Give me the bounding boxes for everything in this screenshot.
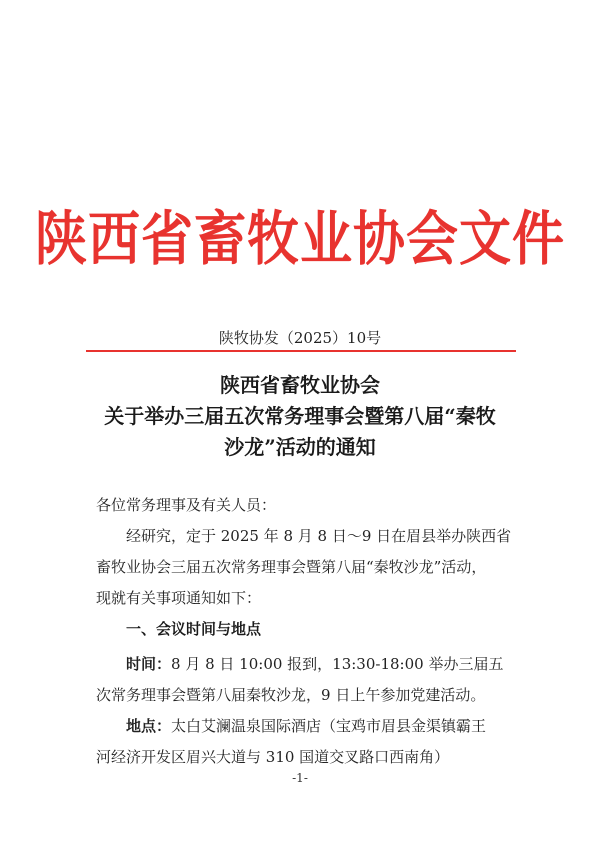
intro-line-3: 现就有关事项通知如下：: [96, 589, 262, 607]
place-line-1: [96, 711, 516, 742]
masthead-title: 陕西省畜牧业协会文件: [34, 205, 565, 274]
page-number: -1-: [292, 771, 308, 785]
place-text-1: 太白艾澜温泉国际酒店（宝鸡市眉县金渠镇霸王: [171, 717, 487, 735]
place-label: 地点：: [126, 717, 172, 735]
intro-paragraph: [96, 521, 516, 614]
intro-line-1: 经研究，定于 2025 年 8 月 8 日～9 日在眉县举办陕西省: [126, 527, 512, 545]
time-paragraph: [96, 649, 516, 711]
title-line-3: 沙龙”活动的通知: [224, 435, 376, 459]
time-line-1: [96, 649, 516, 680]
notice-title: [80, 370, 520, 463]
red-divider-line: [86, 350, 516, 352]
intro-line-2: 畜牧业协会三届五次常务理事会暨第八届“秦牧沙龙”活动，: [96, 558, 487, 576]
time-label: 时间：: [126, 655, 172, 673]
time-text-1: 8 月 8 日 10:00 报到，13:30-18:00 举办三届五: [171, 655, 504, 673]
title-line-1: 陕西省畜牧业协会: [220, 373, 380, 397]
place-line-2: 河经济开发区眉兴大道与 310 国道交叉路口西南角）: [96, 748, 450, 766]
title-line-2: 关于举办三届五次常务理事会暨第八届“秦牧: [104, 404, 496, 428]
salutation: 各位常务理事及有关人员：: [96, 496, 277, 514]
time-line-2: 次常务理事会暨第八届秦牧沙龙，9 日上午参加党建活动。: [96, 686, 486, 704]
place-paragraph: [96, 711, 516, 773]
document-number: 陕牧协发（2025）10号: [218, 329, 382, 347]
section-1-heading: 一、会议时间与地点: [126, 620, 262, 638]
